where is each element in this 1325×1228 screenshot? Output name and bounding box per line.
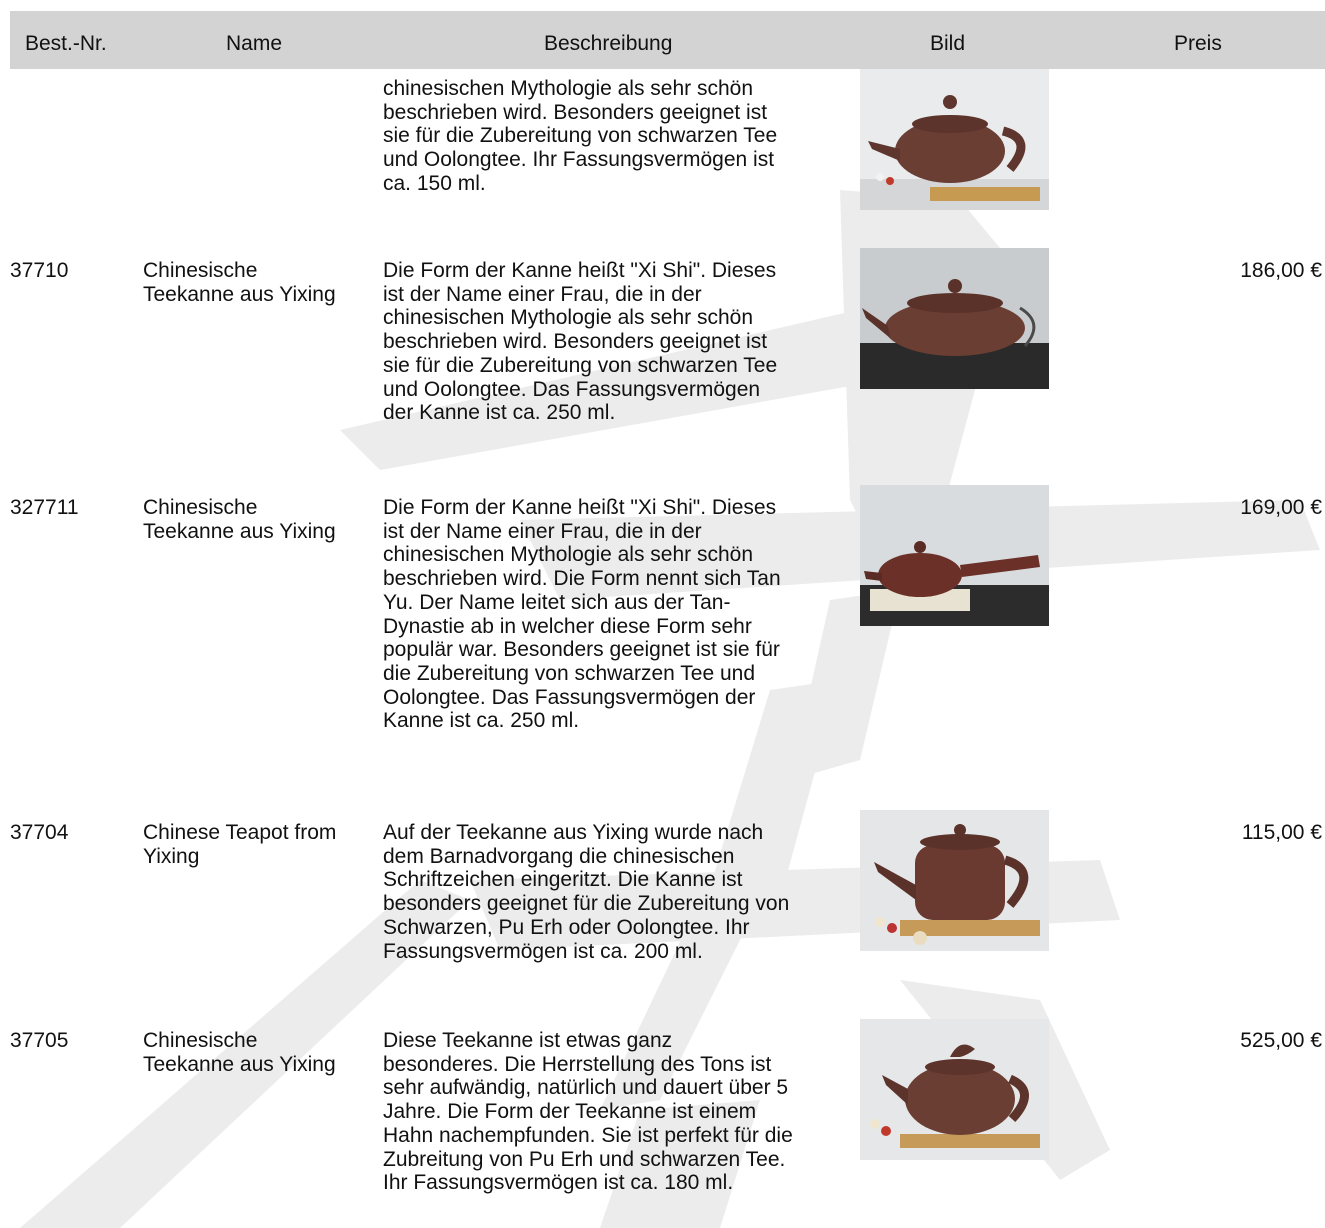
- row-description: Die Form der Kanne heißt "Xi Shi". Dieses ist der Name einer Frau, die in der chinesischen Mythologie als sehr schön beschrieben wird. Die Form nennt sich Tan Yu. Der Name leitet sich aus der Tan- Dynastie ab in welcher diese Form sehr populär war. Besonders geeignet ist sie für die Zubereitung von schwarzen Tee und Oolongtee. Das Fassungsvermögen der Kanne ist ca. 250 ml.: [383, 496, 781, 733]
- row-order-number: 37705: [10, 1029, 69, 1052]
- row-price: 169,00 €: [1240, 496, 1322, 519]
- row-product-name: Chinesische Teekanne aus Yixing: [143, 1029, 336, 1076]
- table-header: [10, 11, 1325, 69]
- side-handle-teapot-photo-icon[interactable]: [860, 485, 1049, 626]
- row-product-name: Chinese Teapot from Yixing: [143, 821, 337, 868]
- row-description: Diese Teekanne ist etwas ganz besonderes. Die Herrstellung des Tons ist sehr aufwändig, natürlich und dauert über 5 Jahre. Die Form der Teekanne ist einem Hahn nachempfunden. Sie ist perfekt für die Zubreitung von Pu Erh und schwarzen Tee. Ihr Fassungsvermögen ist ca. 180 ml.: [383, 1029, 793, 1195]
- teapot-photo-icon[interactable]: [860, 248, 1049, 389]
- teapot-photo-icon[interactable]: [860, 69, 1049, 210]
- row-description: Auf der Teekanne aus Yixing wurde nach dem Barnadvorgang die chinesischen Schriftzeichen eingeritzt. Die Kanne ist besonders geeignet für die Zubereitung von Schwarzen, Pu Erh oder Oolongtee. Ihr Fassungsvermögen ist ca. 200 ml.: [383, 821, 790, 963]
- row-product-name: Chinesische Teekanne aus Yixing: [143, 259, 336, 306]
- row-price: 186,00 €: [1240, 259, 1322, 282]
- header-name[interactable]: Name: [226, 32, 283, 55]
- header-description[interactable]: Beschreibung: [544, 32, 673, 55]
- header-price[interactable]: Preis: [1174, 32, 1222, 55]
- row-description: Die Form der Kanne heißt "Xi Shi". Dieses ist der Name einer Frau, die in der chinesischen Mythologie als sehr schön beschrieben wird. Besonders geeignet ist sie für die Zubereitung von schwarzen Tee und Oolongtee. Das Fassungsvermögen der Kanne ist ca. 250 ml.: [383, 259, 778, 425]
- rooster-teapot-photo-icon[interactable]: [860, 1019, 1049, 1160]
- row-price: 525,00 €: [1240, 1029, 1322, 1052]
- row-product-name: Chinesische Teekanne aus Yixing: [143, 496, 336, 543]
- row-order-number: 37704: [10, 821, 69, 844]
- engraved-teapot-photo-icon[interactable]: [860, 810, 1049, 951]
- row-order-number: 37710: [10, 259, 69, 282]
- row-description: chinesischen Mythologie als sehr schön beschrieben wird. Besonders geeignet ist sie für die Zubereitung von schwarzen Tee und Oolongtee. Ihr Fassungsvermögen ist ca. 150 ml.: [383, 77, 778, 195]
- header-order-number[interactable]: Best.-Nr.: [25, 32, 107, 55]
- row-price: 115,00 €: [1241, 821, 1322, 844]
- row-order-number: 327711: [10, 496, 79, 519]
- header-image[interactable]: Bild: [930, 32, 966, 55]
